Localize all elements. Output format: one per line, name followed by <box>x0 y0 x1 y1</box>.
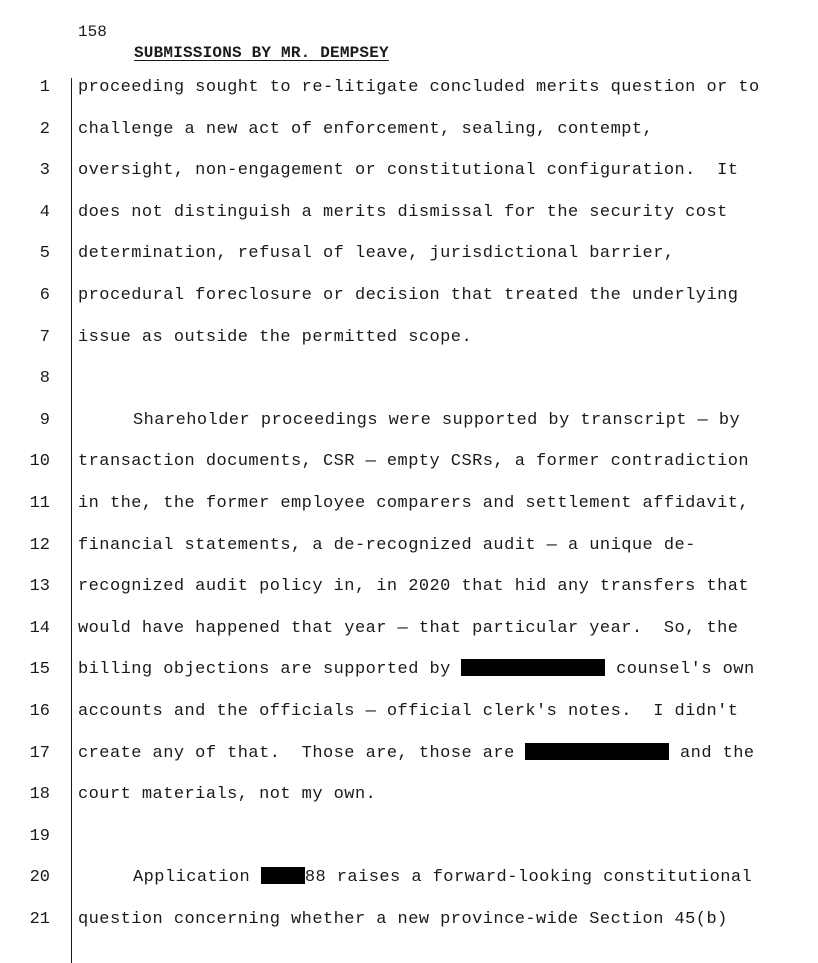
transcript-line <box>0 326 818 350</box>
line-text-before: create any of that. Those are, those are <box>78 743 526 763</box>
line-number: 12 <box>29 535 50 555</box>
transcript-line <box>0 617 818 641</box>
line-number: 15 <box>29 660 50 680</box>
transcript-line <box>0 825 818 849</box>
line-text <box>78 409 740 433</box>
line-number: 1 <box>39 78 50 97</box>
line-text: does not distinguish a merits dismissal for the security cost <box>78 202 728 222</box>
line-number: 19 <box>29 826 50 846</box>
transcript-line <box>0 575 818 599</box>
line-number: 7 <box>39 327 50 347</box>
transcript-line <box>0 866 818 890</box>
line-number: 9 <box>39 410 50 430</box>
transcript-line <box>0 742 818 766</box>
transcript-line <box>0 658 818 682</box>
line-text: proceeding sought to re-litigate concluded merits question or to <box>78 78 760 97</box>
line-text-before: billing objections are supported by <box>78 660 462 680</box>
line-text: determination, refusal of leave, jurisdictional barrier, <box>78 244 675 264</box>
page-number: 158 <box>78 23 107 41</box>
line-text-after: and the <box>669 743 755 763</box>
line-text: procedural foreclosure or decision that treated the underlying <box>78 286 739 305</box>
line-text-before: Application <box>133 868 261 888</box>
transcript-line <box>0 159 818 183</box>
transcript-line <box>0 534 818 558</box>
transcript-line <box>0 284 818 308</box>
transcript-line <box>0 783 818 807</box>
line-text: accounts and the officials — official clerk's notes. I didn't <box>78 702 739 721</box>
transcript-line <box>0 908 818 932</box>
line-number: 4 <box>39 202 50 222</box>
transcript-line <box>0 76 818 100</box>
line-text: challenge a new act of enforcement, sealing, contempt, <box>78 119 654 139</box>
line-text <box>78 742 755 766</box>
line-text: would have happened that year — that particular year. So, the <box>78 618 739 638</box>
line-number: 14 <box>29 618 50 638</box>
line-text: in the, the former employee comparers and settlement affidavit, <box>78 494 750 513</box>
line-text-content: Shareholder proceedings were supported by transcript — by <box>133 410 741 430</box>
line-text <box>78 866 752 890</box>
line-text-after: 88 raises a forward-looking constitutional <box>304 868 753 888</box>
transcript-line <box>0 201 818 225</box>
transcript-line <box>0 409 818 433</box>
line-number: 21 <box>29 910 50 929</box>
line-number: 5 <box>39 244 50 264</box>
line-text: court materials, not my own. <box>78 785 377 805</box>
redaction-block <box>261 867 305 884</box>
transcript-line <box>0 118 818 142</box>
line-number: 2 <box>39 119 50 139</box>
line-text: oversight, non-engagement or constitutional configuration. It <box>78 161 739 181</box>
line-number: 17 <box>29 743 50 763</box>
page-heading: SUBMISSIONS BY MR. DEMPSEY <box>134 44 389 62</box>
transcript-line <box>0 450 818 474</box>
line-text: transaction documents, CSR — empty CSRs, a former contradiction <box>78 452 750 472</box>
line-number: 16 <box>29 702 50 721</box>
line-number: 6 <box>39 286 50 305</box>
redaction-block <box>461 659 605 676</box>
line-number: 13 <box>29 577 50 597</box>
line-number: 10 <box>29 452 50 472</box>
line-number: 18 <box>29 785 50 805</box>
transcript-line <box>0 492 818 516</box>
line-number: 20 <box>29 868 50 888</box>
transcript-line <box>0 700 818 724</box>
line-text-after: counsel's own <box>605 660 755 680</box>
line-text: issue as outside the permitted scope. <box>78 327 473 347</box>
line-text: financial statements, a de-recognized audit — a unique de- <box>78 535 696 555</box>
line-number: 11 <box>29 494 50 513</box>
line-text: recognized audit policy in, in 2020 that hid any transfers that <box>78 577 750 597</box>
line-text <box>78 658 755 682</box>
line-number: 8 <box>39 369 50 389</box>
transcript-line <box>0 242 818 266</box>
transcript-line <box>0 367 818 391</box>
line-text: question concerning whether a new province-wide Section 45(b) <box>78 910 728 929</box>
line-number: 3 <box>39 161 50 181</box>
redaction-block <box>525 743 669 760</box>
